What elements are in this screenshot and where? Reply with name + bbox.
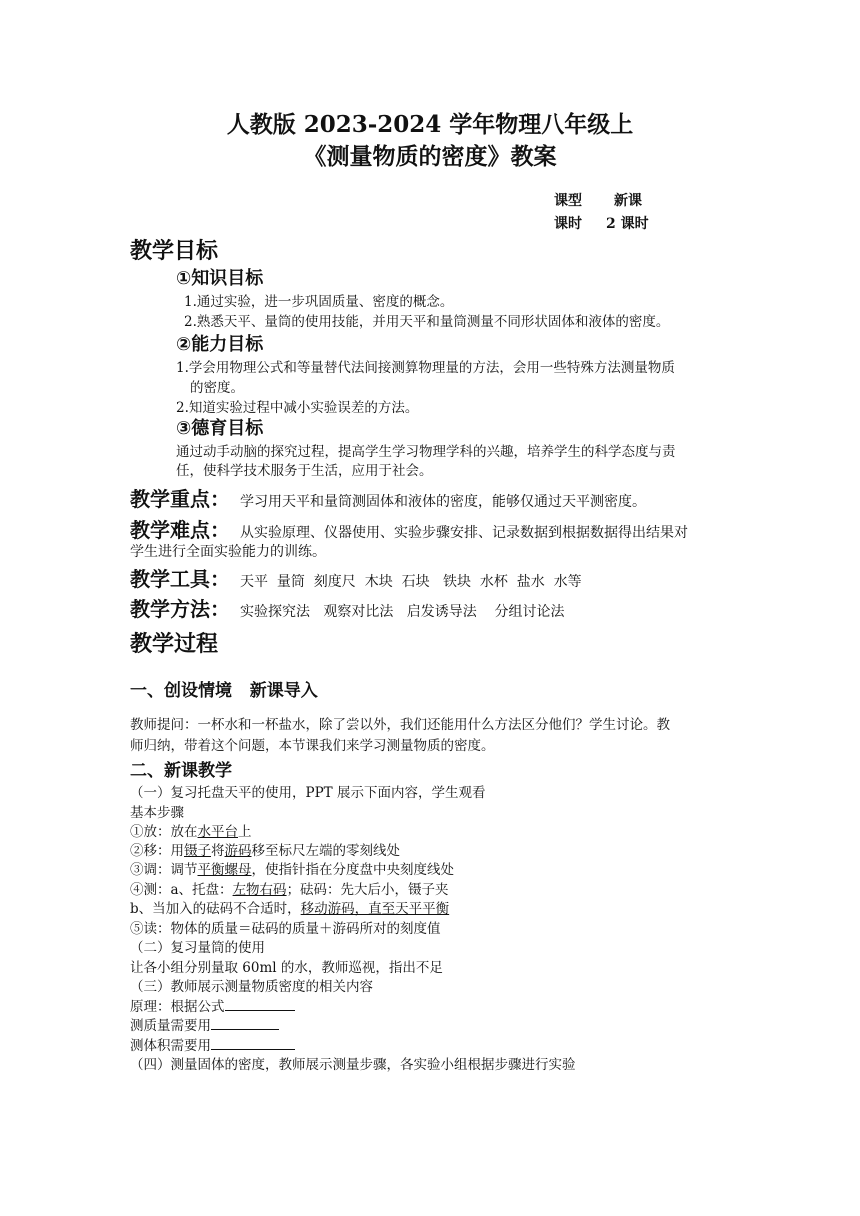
mass-tool-line [130, 1014, 279, 1034]
mass-tool-label: 测质量需要用 [130, 1018, 211, 1034]
step-move-underlined2: 游码 [224, 843, 252, 859]
step-measure-b: ；砝码：先大后小，镊子夹 [286, 882, 449, 898]
difficulties-text-line1: 从实验原理、仪器使用、实验步骤安排、记录数据到根据数据得出结果对 [240, 525, 688, 541]
teaching-methods [130, 593, 565, 622]
section2-title: 二、新课教学 [130, 761, 232, 781]
ability-goal-title: ②能力目标 [176, 334, 264, 355]
principle-blank [225, 996, 295, 1011]
section2-sub4: （四）测量固体的密度，教师展示测量步骤，各实验小组根据步骤进行实验 [130, 1057, 576, 1073]
step-adjust-a: ③调：调节 [130, 862, 198, 878]
tools-text: 天平 量筒 刻度尺 木块 石块 铁块 水杯 盐水 水等 [240, 574, 582, 590]
principle-line [130, 995, 295, 1015]
mass-tool-blank [211, 1015, 279, 1030]
volume-tool-blank [211, 1035, 295, 1050]
principle-label: 原理：根据公式 [130, 999, 225, 1015]
volume-tool-label: 测体积需要用 [130, 1038, 211, 1054]
tools-label: 教学工具： [130, 567, 230, 591]
step-adjust-b: ，使指针指在分度盘中央刻度线处 [251, 862, 454, 878]
key-points [130, 483, 646, 512]
knowledge-goal-item: 1.通过实验，进一步巩固质量、密度的概念。 [184, 294, 454, 310]
section1-line1: 教师提问：一杯水和一杯盐水，除了尝以外，我们还能用什么方法区分他们？学生讨论。教 [130, 717, 670, 733]
step-b [130, 897, 449, 917]
doc-title-line2: 《测量物质的密度》教案 [303, 143, 557, 170]
volume-tool-line [130, 1034, 295, 1054]
step-move-c: 移至标尺左端的零刻线处 [251, 843, 400, 859]
step-move-underlined1: 镊子 [184, 843, 211, 859]
ability-goal-item1-line2: 的密度。 [190, 380, 244, 396]
knowledge-goal-title: ①知识目标 [176, 268, 264, 289]
difficulties-label: 教学难点： [130, 518, 230, 542]
section1-line2: 师归纳，带着这个问题，本节课我们来学习测量物质的密度。 [130, 738, 495, 754]
process-heading: 教学过程 [130, 632, 219, 657]
period-label: 课时 [554, 216, 582, 232]
step-place-b: 上 [238, 824, 252, 840]
knowledge-goal-item: 2.熟悉天平、量筒的使用技能，并用天平和量筒测量不同形状固体和液体的密度。 [184, 314, 670, 330]
step-read: ⑤读：物体的质量＝砝码的质量＋游码所对的刻度值 [130, 921, 441, 937]
step-measure [130, 878, 449, 898]
section2-sub2-text: 让各小组分别量取 60ml 的水，教师巡视，指出不足 [130, 960, 443, 976]
key-points-text: 学习用天平和量筒测固体和液体的密度，能够仅通过天平测密度。 [240, 494, 646, 510]
step-measure-underlined: 左物右码 [232, 882, 287, 898]
step-move [130, 839, 400, 859]
step-b-underlined: 移动游码，直至天平平衡 [300, 901, 450, 917]
moral-goal-line1: 通过动手动脑的探究过程，提高学生学习物理学科的兴趣，培养学生的科学态度与责 [176, 444, 676, 460]
basic-steps: 基本步骤 [130, 805, 184, 821]
step-place-underlined: 水平台 [197, 824, 238, 840]
step-move-b: 将 [211, 843, 225, 859]
ability-goal-item1-line1: 1.学会用物理公式和等量替代法间接测算物理量的方法，会用一些特殊方法测量物质 [176, 360, 675, 376]
objectives-heading: 教学目标 [130, 239, 219, 264]
step-place [130, 820, 252, 840]
period-value: 2 课时 [606, 216, 649, 232]
difficulties-text-line2: 学生进行全面实验能力的训练。 [130, 544, 326, 560]
methods-text: 实验探究法 观察对比法 启发诱导法 分组讨论法 [240, 604, 565, 620]
key-points-label: 教学重点： [130, 487, 230, 511]
moral-goal-title: ③德育目标 [176, 418, 264, 439]
step-adjust [130, 858, 454, 878]
section2-sub2: （二）复习量筒的使用 [130, 940, 265, 956]
ability-goal-item2: 2.知道实验过程中减小实验误差的方法。 [176, 400, 419, 416]
course-type-value: 新课 [614, 193, 642, 209]
section1-title: 一、创设情境 新课导入 [130, 681, 318, 701]
course-type-label: 课型 [554, 193, 582, 209]
section2-sub1: （一）复习托盘天平的使用，PPT 展示下面内容，学生观看 [130, 785, 486, 801]
step-move-a: ②移：用 [130, 843, 184, 859]
step-measure-a: ④测：a、托盘： [130, 882, 233, 898]
teaching-tools [130, 563, 582, 592]
step-adjust-underlined: 平衡螺母 [197, 862, 252, 878]
step-place-a: ①放：放在 [130, 824, 198, 840]
difficulties [130, 514, 688, 543]
step-b-a: b、当加入的砝码不合适时， [130, 901, 301, 917]
methods-label: 教学方法： [130, 597, 230, 621]
doc-title-line1: 人教版 2023-2024 学年物理八年级上 [226, 111, 634, 138]
section2-sub3: （三）教师展示测量物质密度的相关内容 [130, 979, 373, 995]
moral-goal-line2: 任，使科学技术服务于生活，应用于社会。 [176, 463, 433, 479]
